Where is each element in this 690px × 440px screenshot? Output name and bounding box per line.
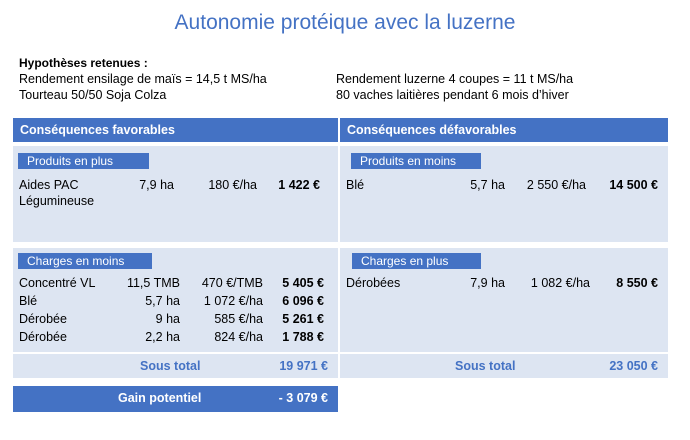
- row-derobee-2-total: 1 788 €: [282, 330, 324, 344]
- favorable-subtotal-label: Sous total: [140, 359, 201, 373]
- gain-potentiel-label: Gain potentiel: [118, 391, 202, 405]
- unfavorable-header: Conséquences défavorables: [340, 118, 668, 142]
- charges-en-moins-tag: Charges en moins: [18, 253, 152, 269]
- row-derobees-label: Dérobées: [346, 276, 401, 290]
- page-title: Autonomie protéique avec la luzerne: [174, 11, 516, 34]
- row-ble-qty: 5,7 ha: [145, 294, 180, 308]
- gain-potentiel-bar: [13, 386, 338, 412]
- row-ble-moins-total: 14 500 €: [609, 178, 658, 192]
- row-ble-moins-label: Blé: [346, 178, 365, 192]
- produits-en-moins-tag: Produits en moins: [351, 153, 481, 169]
- produits-en-plus-tag: Produits en plus: [18, 153, 149, 169]
- hypotheses-heading: Hypothèses retenues :: [19, 56, 148, 70]
- hypothesis-mais: Rendement ensilage de maïs = 14,5 t MS/ha: [19, 72, 267, 86]
- row-derobee-2-qty: 2,2 ha: [145, 330, 180, 344]
- row-derobee-1-qty: 9 ha: [155, 312, 180, 326]
- row-derobee-1-total: 5 261 €: [282, 312, 324, 326]
- row-aides-pac-qty: 7,9 ha: [139, 178, 174, 192]
- row-ble-moins-price: 2 550 €/ha: [526, 178, 586, 192]
- gain-potentiel-value: - 3 079 €: [278, 391, 328, 405]
- row-concentre-label: Concentré VL: [19, 276, 96, 290]
- row-derobee-1-price: 585 €/ha: [214, 312, 263, 326]
- row-concentre-price: 470 €/TMB: [201, 276, 263, 290]
- charges-en-plus-tag: Charges en plus: [352, 253, 481, 269]
- favorable-header: Conséquences favorables: [13, 118, 338, 142]
- row-derobees-total: 8 550 €: [616, 276, 658, 290]
- row-aides-pac-label: Aides PAC: [19, 178, 79, 192]
- row-ble-moins-qty: 5,7 ha: [470, 178, 505, 192]
- hypothesis-luzerne: Rendement luzerne 4 coupes = 11 t MS/ha: [336, 72, 574, 86]
- row-derobees-price: 1 082 €/ha: [530, 276, 590, 290]
- row-concentre-qty: 11,5 TMB: [126, 276, 180, 290]
- row-aides-pac-total: 1 422 €: [278, 178, 320, 192]
- row-concentre-total: 5 405 €: [282, 276, 324, 290]
- row-derobee-2-price: 824 €/ha: [214, 330, 263, 344]
- row-aides-pac-price: 180 €/ha: [208, 178, 257, 192]
- hypothesis-vaches: 80 vaches laitières pendant 6 mois d’hiver: [336, 88, 569, 102]
- row-ble-label: Blé: [19, 294, 38, 308]
- row-derobee-2-label: Dérobée: [19, 330, 67, 344]
- row-derobee-1-label: Dérobée: [19, 312, 67, 326]
- row-derobees-qty: 7,9 ha: [470, 276, 505, 290]
- row-aides-pac-label2: Légumineuse: [19, 194, 95, 208]
- row-ble-total: 6 096 €: [282, 294, 324, 308]
- favorable-subtotal-value: 19 971 €: [279, 359, 328, 373]
- row-ble-price: 1 072 €/ha: [203, 294, 263, 308]
- unfavorable-subtotal-value: 23 050 €: [609, 359, 658, 373]
- hypothesis-tourteau: Tourteau 50/50 Soja Colza: [19, 88, 167, 102]
- unfavorable-subtotal-label: Sous total: [455, 359, 516, 373]
